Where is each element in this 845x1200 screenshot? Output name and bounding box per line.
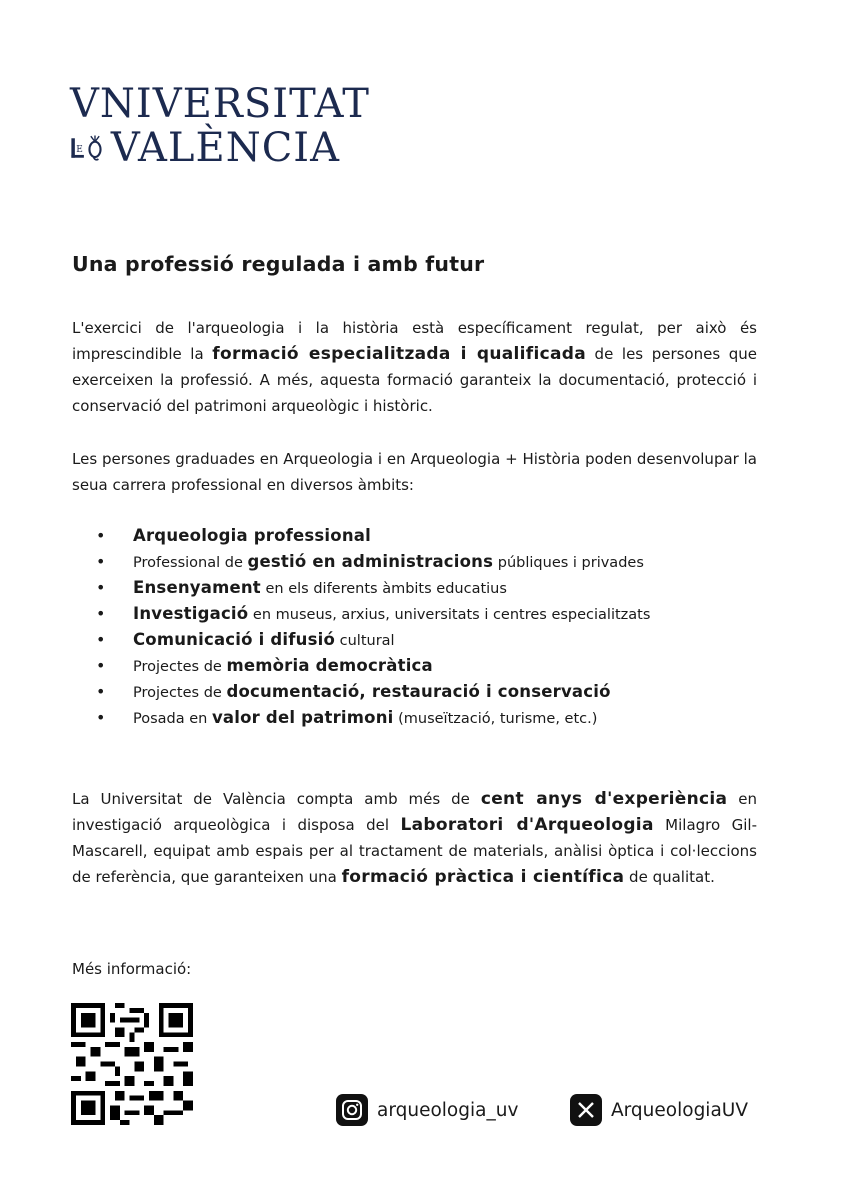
intro-paragraph xyxy=(72,315,757,419)
career-list xyxy=(72,523,772,731)
list-item: • Projectes de memòria democràtica xyxy=(72,653,772,679)
instagram-icon xyxy=(336,1094,368,1126)
more-info-label: Més informació: xyxy=(72,960,192,978)
qr-code[interactable] xyxy=(71,1003,193,1125)
x-link[interactable] xyxy=(570,1093,748,1127)
logo-line-1: VNIVERSITAT xyxy=(70,81,370,127)
x-handle: ArqueologiaUV xyxy=(611,1099,748,1121)
intro-text-1: L'exercici de l'arqueologia i la història està específicament regulat, per això és imprescindible la xyxy=(72,319,757,363)
university-logo xyxy=(70,81,370,171)
emphasis-laboratory: Laboratori d'Arqueologia xyxy=(400,815,654,835)
list-item: • Professional de gestió en administracions públiques i privades xyxy=(72,549,772,575)
list-item: • Arqueologia professional xyxy=(72,523,772,549)
careers-paragraph: Les persones graduades en Arqueologia i en Arqueologia + Història poden desenvolupar la seua carrera professional en diversos àmbits: xyxy=(72,450,757,494)
instagram-handle: arqueologia_uv xyxy=(377,1099,519,1121)
x-icon xyxy=(570,1094,602,1126)
list-item: • Investigació en museus, arxius, universitats i centres especialitzats xyxy=(72,601,772,627)
emphasis-experience: cent anys d'experiència xyxy=(480,789,728,809)
list-item: • Posada en valor del patrimoni (museïtzació, turisme, etc.) xyxy=(72,705,772,731)
intro-emphasis: formació especialitzada i qualificada xyxy=(212,344,586,364)
university-paragraph: La Universitat de València compta amb més de cent anys d'experiència en investigació arqueològica i disposa del Laboratori d'Arqueologia Milagro Gil-Mascarell, equipat amb espais per al tractament de materials, anàlisi òptica i col·leccions de referència, que garanteixen una formació pràctica i científica de qualitat. xyxy=(72,789,758,887)
svg-text:E: E xyxy=(76,145,84,156)
logo-line-2 xyxy=(70,126,340,170)
intro-text-2: de les persones que exerceixen la professió. A més, aquesta formació garanteix la documentació, protecció i conservació del patrimoni arqueològic i històric. xyxy=(72,345,758,415)
logo-emblem-icon xyxy=(70,128,109,168)
emphasis-training: formació pràctica i científica xyxy=(341,867,625,887)
list-item: • Projectes de documentació, restauració i conservació xyxy=(72,679,772,705)
instagram-link[interactable] xyxy=(336,1093,518,1127)
logo-line-2-text: VALÈNCIA xyxy=(110,125,340,171)
list-item: • Ensenyament en els diferents àmbits educatius xyxy=(72,575,772,601)
list-item: • Comunicació i difusió cultural xyxy=(72,627,772,653)
page-title: Una professió regulada i amb futur xyxy=(72,252,485,276)
